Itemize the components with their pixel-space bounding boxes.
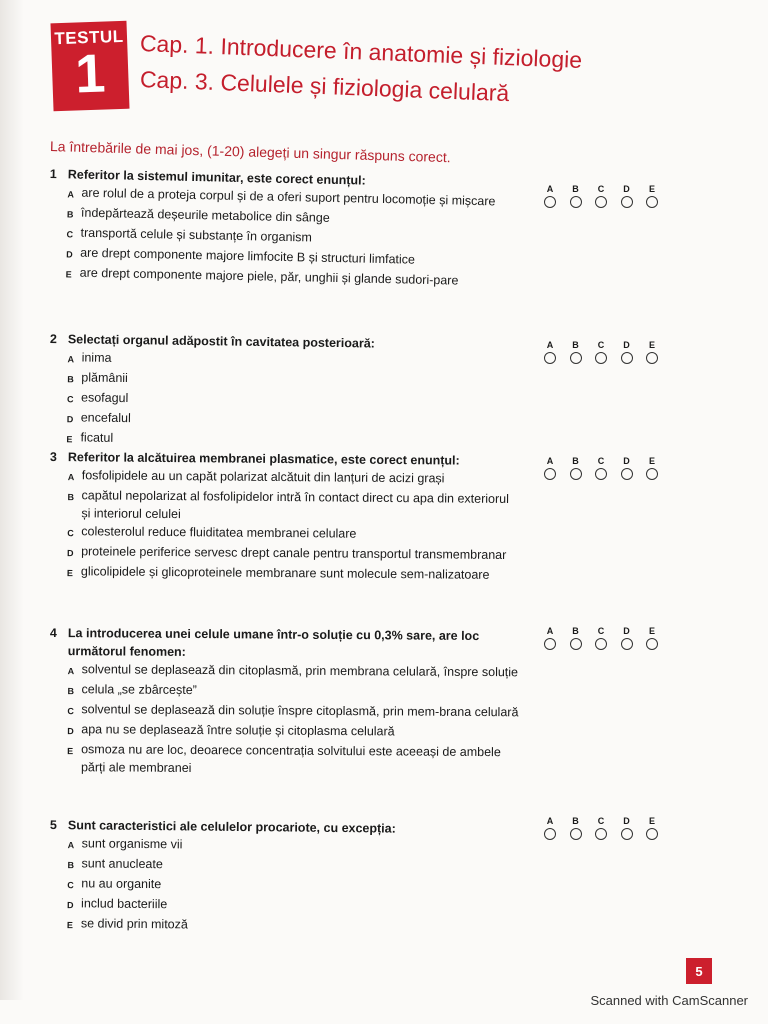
answer-letter: B [572,626,579,636]
option-letter: E [66,434,73,445]
option-letter: B [67,374,74,385]
option-text: proteinele periferice servesc drept canale pentru transportul transmembranar [81,544,507,562]
option-letter: E [66,920,73,931]
option-text: inima [81,350,112,365]
answer-circle-d[interactable] [621,638,633,650]
answer-circle-e[interactable] [646,468,658,480]
question-number: 2 [49,331,57,347]
answer-circle-a[interactable] [544,468,556,480]
answer-circle-b[interactable] [570,352,582,364]
question-number: 3 [49,449,57,465]
question-number: 4 [49,625,57,641]
answer-circle-c[interactable] [595,828,607,840]
option-e [49,740,519,779]
answer-circle-a[interactable] [544,828,556,840]
answer-letter: B [572,184,579,194]
answer-letter: C [597,340,605,350]
option-text: are drept componente majore limfocite B și structuri limfatice [80,245,416,267]
answer-letter: A [546,626,554,636]
answer-circle-e[interactable] [646,828,658,840]
answer-letter: E [648,340,655,350]
answer-circle-b[interactable] [570,196,582,208]
option-letter: D [66,249,73,260]
answer-letter: A [546,456,554,466]
option-text: celula „se zbârcește” [81,682,197,698]
question-4 [49,624,520,779]
option-letter: A [67,472,75,483]
option-text: are drept componente majore piele, păr, unghii și glande sudori-pare [79,265,459,288]
answer-letter: B [572,816,579,826]
option-letter: D [66,414,74,425]
option-b [49,486,519,526]
answer-circle-d[interactable] [621,828,633,840]
option-text: osmoza nu are loc, deoarece concentrația solvitului este aceeași de ambele părți ale membranei [80,742,501,775]
answer-letter: E [648,816,655,826]
answer-letter: C [597,626,605,636]
question-stem: Sunt caracteristici ale celulelor procariote, cu excepția: [67,818,396,836]
option-text: sunt organisme vii [81,836,183,852]
answer-letter: E [648,626,655,636]
answer-letter: D [623,816,630,826]
option-e [49,562,519,586]
answer-letter: B [572,456,579,466]
option-text: esofagul [80,390,129,406]
answer-letter: A [546,184,554,194]
option-letter: A [67,666,75,677]
answer-circle-d[interactable] [621,196,633,208]
answer-letter: B [572,340,579,350]
answer-letter: A [546,340,554,350]
answer-grid-2 [542,340,662,364]
option-letter: A [67,354,75,365]
option-text: encefalul [80,410,131,426]
option-letter: B [66,209,74,220]
option-text: solventul se deplasează din citoplasmă, prin membrana celulară, înspre soluție [81,662,519,680]
question-stem: Selectați organul adăpostit în cavitatea posterioară: [67,332,375,351]
question-number: 1 [49,166,57,182]
answer-letter: C [597,184,605,194]
answer-grid-1 [542,184,662,208]
option-text: sunt anucleate [81,856,163,872]
option-letter: C [66,229,74,240]
scan-edge-shadow [0,0,24,1000]
option-letter: D [67,900,74,911]
answer-circle-e[interactable] [646,638,658,650]
answer-grid-3 [542,456,662,480]
option-text: plămânii [81,370,128,386]
option-e [49,914,519,939]
chapter-title-2: Cap. 3. Celulele și fiziologia celulară [139,66,510,107]
option-text: ficatul [80,430,114,445]
answer-circle-b[interactable] [570,828,582,840]
option-letter: B [67,686,75,697]
answer-letter: A [546,816,554,826]
question-5 [49,816,520,939]
answer-circle-c[interactable] [595,196,607,208]
answer-letter: D [623,340,630,350]
instruction-text: La întrebările de mai jos, (1-20) alegeți un singur răspuns corect. [49,138,451,166]
option-letter: E [66,568,73,579]
question-1 [48,165,520,293]
test-badge-word: TESTUL [54,26,124,49]
answer-letter: D [623,456,630,466]
answer-circle-a[interactable] [544,196,556,208]
answer-circle-a[interactable] [544,638,556,650]
option-letter: A [67,189,74,200]
answer-letter: D [623,626,630,636]
option-letter: D [67,548,74,559]
answer-circle-e[interactable] [646,196,658,208]
question-3 [49,448,520,586]
question-stem: Referitor la alcătuirea membranei plasmatice, este corect enunțul: [67,450,460,468]
answer-letter: C [597,816,605,826]
question-2 [48,330,520,455]
question-number: 5 [49,817,57,833]
option-letter: B [67,492,75,503]
option-letter: E [65,269,72,280]
answer-letter: D [623,184,630,194]
option-text: colesterolul reduce fluiditatea membranei celulare [81,524,357,541]
answer-circle-e[interactable] [646,352,658,364]
option-text: îndepărtează deșeurile metabolice din sânge [80,205,330,225]
option-text: fosfolipidele au un capăt polarizat alcătuit din lanțuri de acizi grași [81,468,445,486]
option-text: apa nu se deplasează între soluție și citoplasma celulară [81,722,395,739]
option-text: solventul se deplasează din soluție înspre citoplasmă, prin mem-brana celulară [81,702,519,720]
chapter-title-1: Cap. 1. Introducere în anatomie și fiziologie [139,30,583,73]
answer-circle-a[interactable] [544,352,556,364]
scanner-watermark: Scanned with CamScanner [590,993,748,1008]
option-letter: D [67,726,74,737]
page-number: 5 [686,958,712,984]
answer-circle-d[interactable] [621,352,633,364]
option-text: nu au organite [81,876,162,892]
option-letter: C [67,528,74,539]
answer-circle-b[interactable] [570,468,582,480]
option-text: transportă celule și substanțe în organism [80,225,313,245]
test-badge-number: 1 [74,43,107,105]
answer-circle-d[interactable] [621,468,633,480]
answer-grid-4 [542,626,662,650]
answer-letter: E [648,456,655,466]
answer-grid-5 [542,816,662,840]
question-stem: La introducerea unei celule umane într-o soluție cu 0,3% sare, are loc următorul fenomen: [67,626,480,659]
answer-circle-c[interactable] [595,468,607,480]
test-badge [50,21,129,112]
option-letter: C [67,706,74,717]
option-letter: A [67,840,75,851]
option-letter: E [67,746,74,757]
answer-circle-b[interactable] [570,638,582,650]
question-stem: Referitor la sistemul imunitar, este corect enunțul: [67,167,366,188]
option-letter: C [67,880,74,891]
option-text: capătul nepolarizat al fosfolipidelor intră în contact direct cu apa din exteriorul și interiorul celulei [81,488,509,522]
option-letter: B [67,860,75,871]
answer-letter: C [597,456,605,466]
option-text: are rolul de a proteja corpul și de a oferi suport pentru locomoție și mișcare [81,185,496,209]
answer-circle-c[interactable] [595,352,607,364]
answer-letter: E [648,184,655,194]
option-text: includ bacteriile [81,896,168,912]
answer-circle-c[interactable] [595,638,607,650]
option-text: glicolipidele și glicoproteinele membranare sunt molecule sem-nalizatoare [80,564,490,582]
option-text: se divid prin mitoză [80,916,188,932]
option-letter: C [66,394,74,405]
